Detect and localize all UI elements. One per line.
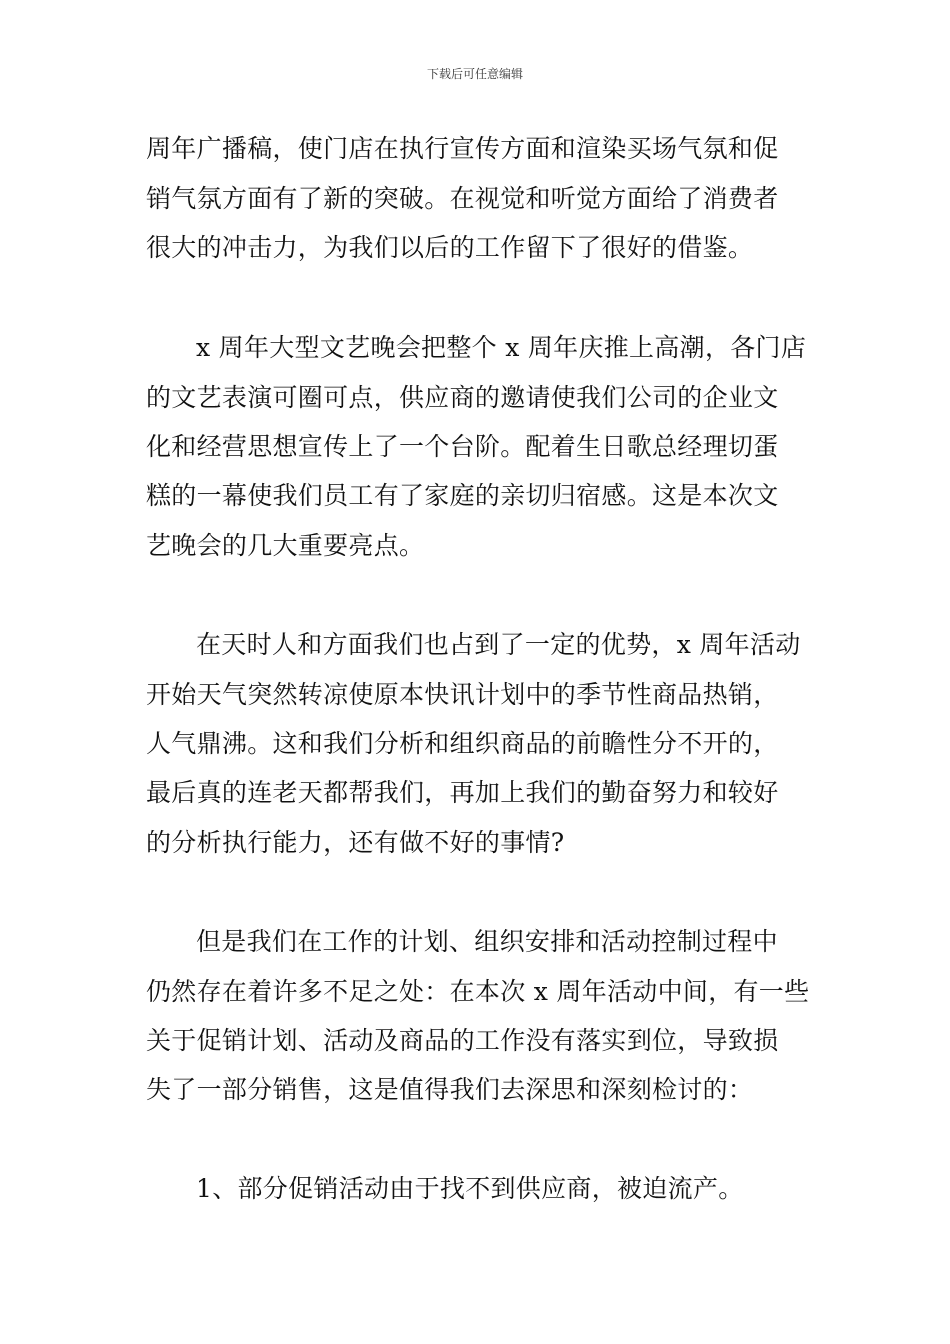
paragraph-3-line-5: 的分析执行能力，还有做不好的事情? (146, 828, 565, 857)
paragraph-3-line-1: 在天时人和方面我们也占到了一定的优势，x 周年活动 (196, 630, 801, 659)
paragraph-2-line-3: 化和经营思想宣传上了一个台阶。配着生日歌总经理切蛋 (146, 432, 779, 461)
paragraph-2-line-4: 糕的一幕使我们员工有了家庭的亲切归宿感。这是本次文 (146, 481, 779, 510)
paragraph-1-line-3: 很大的冲击力，为我们以后的工作留下了很好的借鉴。 (146, 233, 754, 262)
list-item-1: 1、部分促销活动由于找不到供应商，被迫流产。 (196, 1174, 744, 1203)
paragraph-4-line-3: 关于促销计划、活动及商品的工作没有落实到位，导致损 (146, 1026, 779, 1055)
paragraph-2-line-2: 的文艺表演可圈可点，供应商的邀请使我们公司的企业文 (146, 383, 779, 412)
paragraph-4-line-2: 仍然存在着许多不足之处：在本次 x 周年活动中间，有一些 (146, 977, 810, 1006)
paragraph-3-line-2: 开始天气突然转凉使原本快讯计划中的季节性商品热销， (146, 680, 779, 709)
paragraph-1-line-1: 周年广播稿，使门店在执行宣传方面和渲染买场气氛和促 (146, 134, 779, 163)
paragraph-4-line-4: 失了一部分销售，这是值得我们去深思和深刻检讨的： (146, 1075, 754, 1104)
paragraph-4-line-1: 但是我们在工作的计划、组织安排和活动控制过程中 (196, 927, 778, 956)
paragraph-2-line-1: x 周年大型文艺晚会把整个 x 周年庆推上高潮，各门店 (196, 333, 807, 362)
paragraph-1-line-2: 销气氛方面有了新的突破。在视觉和听觉方面给了消费者 (146, 184, 779, 213)
paragraph-3-line-4: 最后真的连老天都帮我们，再加上我们的勤奋努力和较好 (146, 778, 779, 807)
paragraph-3-line-3: 人气鼎沸。这和我们分析和组织商品的前瞻性分不开的， (146, 729, 779, 758)
paragraph-2-line-5: 艺晚会的几大重要亮点。 (146, 531, 425, 560)
page-header: 下载后可任意编辑 (426, 67, 523, 81)
